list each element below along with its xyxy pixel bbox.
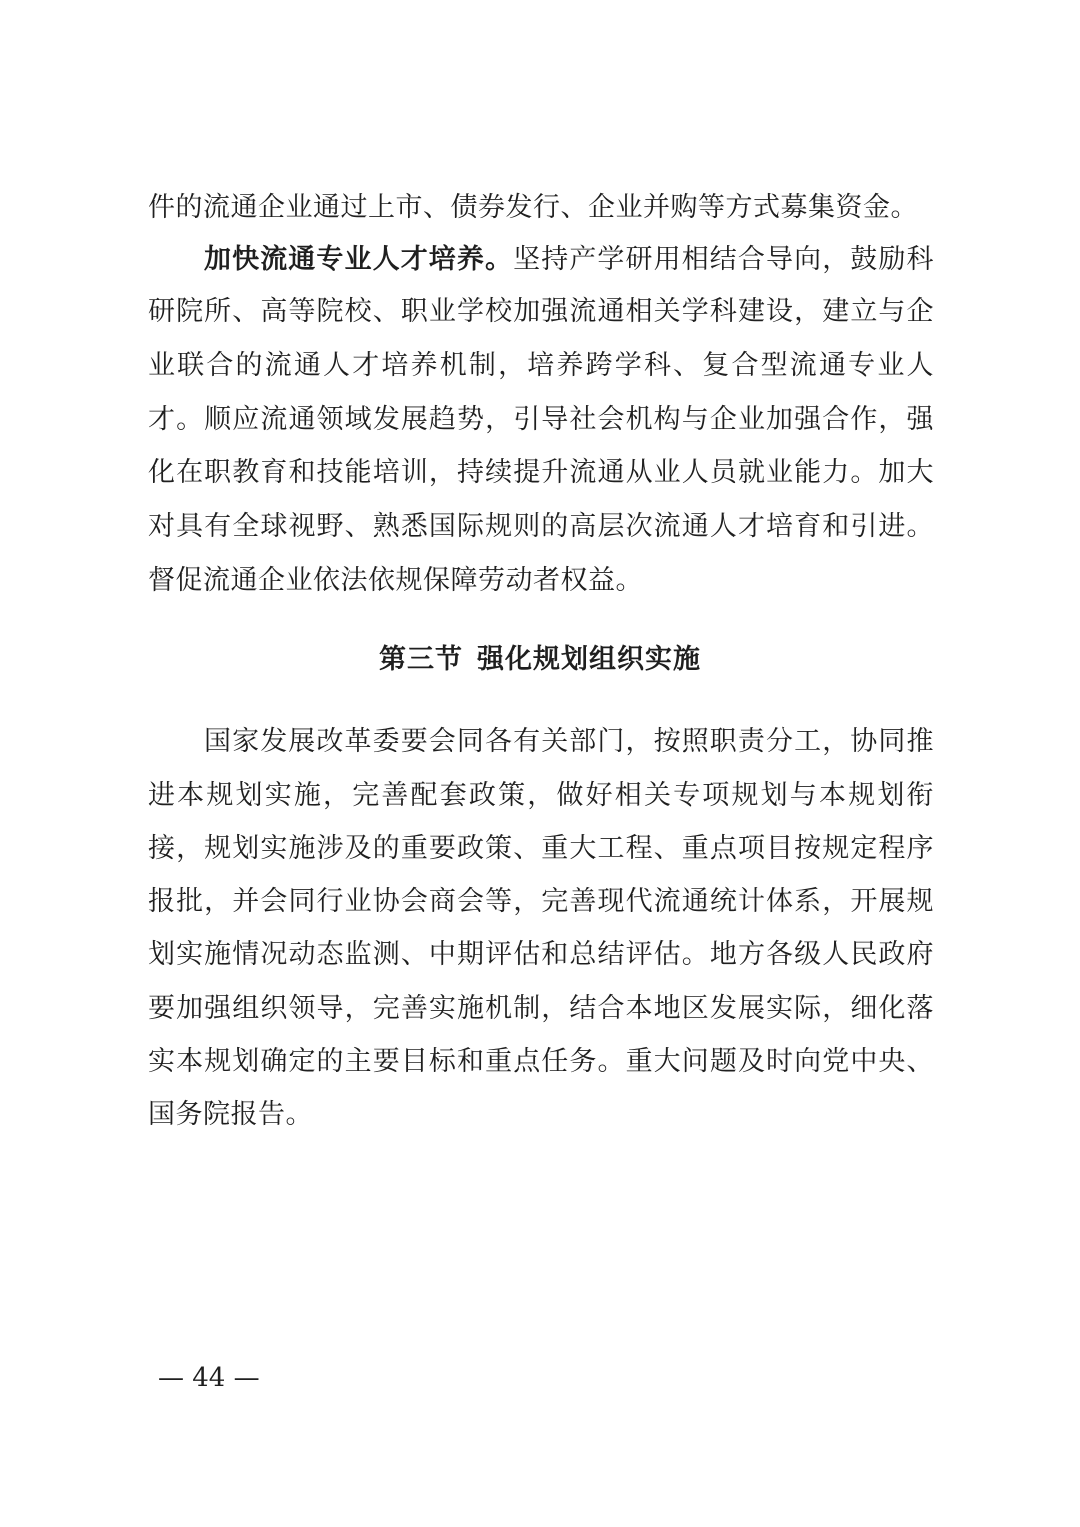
text-line: 实本规划确定的主要目标和重点任务。重大问题及时向党中央、: [148, 1046, 934, 1077]
section-number: 第三节: [379, 644, 463, 675]
section-title: 强化规划组织实施: [477, 644, 701, 675]
text-line: 业联合的流通人才培养机制，培养跨学科、复合型流通专业人: [148, 350, 934, 381]
page-number: — 44 —: [158, 1363, 260, 1393]
text-line: 件的流通企业通过上市、债券发行、企业并购等方式募集资金。: [148, 192, 918, 223]
text-line: 国家发展改革委要会同各有关部门，按照职责分工，协同推: [204, 726, 934, 757]
text-span: 坚持产学研用相结合导向，鼓励科: [513, 244, 934, 275]
bold-lead-text: 加快流通专业人才培养。: [204, 244, 514, 275]
text-line: 才。顺应流通领域发展趋势，引导社会机构与企业加强合作，强: [148, 404, 934, 435]
text-line: 对具有全球视野、熟悉国际规则的高层次流通人才培育和引进。: [148, 511, 934, 542]
text-line: [204, 240, 934, 280]
text-line: 划实施情况动态监测、中期评估和总结评估。地方各级人民政府: [148, 939, 934, 970]
text-line: 进本规划实施，完善配套政策，做好相关专项规划与本规划衔: [148, 780, 934, 811]
text-line: 接，规划实施涉及的重要政策、重大工程、重点项目按规定程序: [148, 833, 934, 864]
text-line: 要加强组织领导，完善实施机制，结合本地区发展实际，细化落: [148, 993, 934, 1024]
text-line: 研院所、高等院校、职业学校加强流通相关学科建设，建立与企: [148, 296, 934, 327]
section-heading: [0, 638, 1080, 682]
text-line: 督促流通企业依法依规保障劳动者权益。: [148, 565, 643, 596]
text-line: 化在职教育和技能培训，持续提升流通从业人员就业能力。加大: [148, 457, 934, 488]
text-line: 国务院报告。: [148, 1099, 313, 1130]
text-line: 报批，并会同行业协会商会等，完善现代流通统计体系，开展规: [148, 886, 934, 917]
